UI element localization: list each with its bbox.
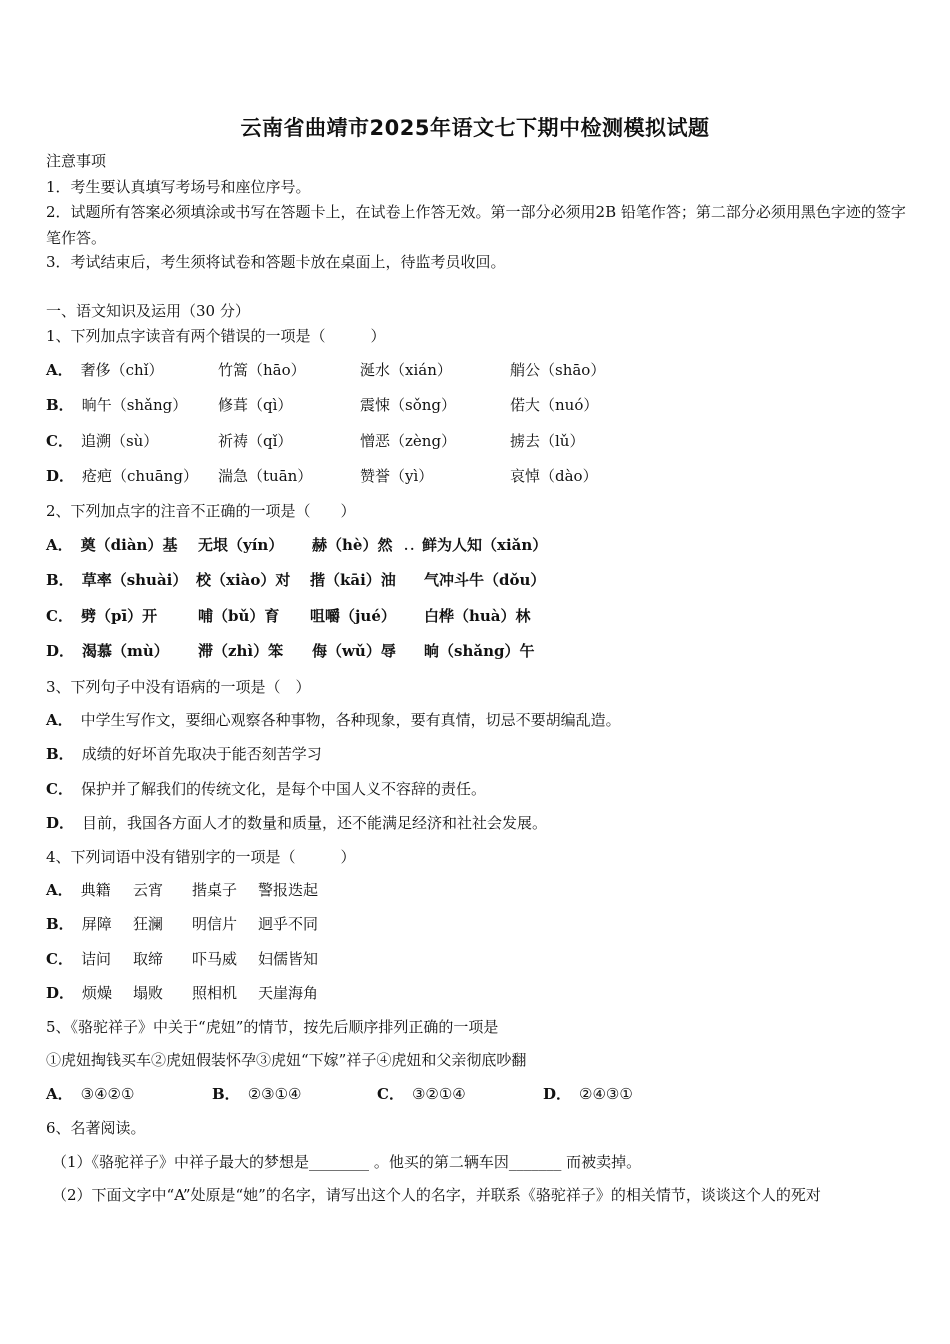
- list-item: 揩（kāi）油: [310, 571, 396, 589]
- section-heading: 一、语文知识及运用（30 分）: [46, 302, 250, 320]
- q2-stem: 2、下列加点字的注音不正确的一项是（ ）: [46, 502, 356, 520]
- list-item: 涎水（xián）: [360, 361, 452, 379]
- q5-option-a[interactable]: A． ③④②①: [46, 1085, 135, 1103]
- list-item: 修葺（qì）: [218, 396, 293, 414]
- q3-option-d[interactable]: D． 目前，我国各方面人才的数量和质量，还不能满足经济和社社会发展。: [46, 814, 548, 832]
- list-item: 掳去（lǔ）: [510, 432, 585, 450]
- page-title: 云南省曲靖市2025年语文七下期中检测模拟试题: [240, 116, 710, 140]
- q5-stem: 5、《骆驼祥子》中关于“虎妞”的情节，按先后顺序排列正确的一项是: [46, 1018, 499, 1036]
- list-item: 吓马威: [192, 950, 238, 968]
- list-item: 赫（hè）然: [312, 536, 393, 554]
- q3-option-b[interactable]: B． 成绩的好坏首先取决于能否刻苦学习: [46, 745, 322, 763]
- list-item: 狂澜: [133, 915, 164, 933]
- q2-option-c[interactable]: C． 劈（pī）开: [46, 607, 158, 625]
- q3-option-c[interactable]: C． 保护并了解我们的传统文化，是每个中国人义不容辞的责任。: [46, 780, 486, 798]
- list-item: 天崖海角: [258, 984, 319, 1002]
- list-item: 竹篙（hāo）: [218, 361, 306, 379]
- list-item: 憎恶（zèng）: [360, 432, 457, 450]
- list-item: 校（xiào）对: [196, 571, 291, 589]
- list-item: 哺（bǔ）育: [198, 607, 280, 625]
- q3-option-a[interactable]: A． 中学生写作文，要细心观察各种事物，各种现象，要有真情，切忌不要胡编乱造。: [46, 711, 621, 729]
- notice-item-2: 2．试题所有答案必须填涂或书写在答题卡上，在试卷上作答无效。第一部分必须用2B 铅笔作答；第二部分必须用黑色字迹的签字笔作答。: [46, 203, 906, 247]
- list-item: 白桦（huà）林: [424, 607, 531, 625]
- list-item: 迥乎不同: [258, 915, 319, 933]
- q4-option-d[interactable]: D． 烦燥: [46, 984, 113, 1002]
- q2-option-d[interactable]: D． 渴慕（mù）: [46, 642, 169, 660]
- notice-item-1: 1．考生要认真填写考场号和座位序号。: [46, 178, 311, 196]
- list-item: 晌（shǎng）午: [424, 642, 535, 660]
- list-item: 明信片: [192, 915, 238, 933]
- q1-option-d[interactable]: D． 疮疤（chuāng）: [46, 467, 198, 485]
- list-item: 哀悼（dào）: [510, 467, 598, 485]
- list-item: 取缔: [133, 950, 164, 968]
- list-item: 妇儒皆知: [258, 950, 319, 968]
- q5-option-d[interactable]: D． ②④③①: [543, 1085, 633, 1103]
- q4-option-c[interactable]: C． 诘问: [46, 950, 111, 968]
- list-item: 气冲斗牛（dǒu）: [424, 571, 546, 589]
- list-item: 警报迭起: [258, 881, 319, 899]
- q3-stem: 3、下列句子中没有语病的一项是（ ）: [46, 678, 311, 696]
- q6-sub2: （2）下面文字中“A”处原是“她”的名字，请写出这个人的名字，并联系《骆驼祥子》的相关情节，谈谈这个人的死对: [52, 1186, 821, 1204]
- q4-option-b[interactable]: B． 屏障: [46, 915, 112, 933]
- list-item: 震悚（sǒng）: [360, 396, 456, 414]
- list-item: 塌败: [133, 984, 164, 1002]
- q5-sequence: ①虎妞掏钱买车②虎妞假装怀孕③虎妞“下嫁”祥子④虎妞和父亲彻底吵翻: [46, 1051, 527, 1069]
- q1-stem: 1、下列加点字读音有两个错误的一项是（ ）: [46, 327, 386, 345]
- list-item: 无垠（yín）: [198, 536, 284, 554]
- list-item: 咀嚼（jué）: [310, 607, 396, 625]
- q1-option-a[interactable]: A． 奢侈（chǐ）: [46, 361, 164, 379]
- list-item: 鲜为人知（xiǎn）: [422, 536, 548, 554]
- list-item: 云宵: [133, 881, 164, 899]
- list-item: 祈祷（qǐ）: [218, 432, 293, 450]
- list-item: 滞（zhì）笨: [198, 642, 284, 660]
- list-item: 湍急（tuān）: [218, 467, 313, 485]
- emphasis-dots: ··: [404, 542, 417, 556]
- q4-stem: 4、下列词语中没有错别字的一项是（ ）: [46, 848, 356, 866]
- q1-option-c[interactable]: C． 追溯（sù）: [46, 432, 159, 450]
- list-item: 照相机: [192, 984, 238, 1002]
- list-item: 艄公（shāo）: [510, 361, 606, 379]
- q1-option-b[interactable]: B． 晌午（shǎng）: [46, 396, 188, 414]
- list-item: 赞誉（yì）: [360, 467, 434, 485]
- q4-option-a[interactable]: A． 典籍: [46, 881, 111, 899]
- q6-sub1: （1）《骆驼祥子》中祥子最大的梦想是________ 。他买的第二辆车因_______ 而被卖掉。: [52, 1153, 642, 1171]
- q5-option-b[interactable]: B． ②③①④: [212, 1085, 302, 1103]
- q2-option-a[interactable]: A． 奠（diàn）基: [46, 536, 178, 554]
- notice-item-3: 3．考试结束后，考生须将试卷和答题卡放在桌面上，待监考员收回。: [46, 253, 506, 271]
- list-item: 侮（wǔ）辱: [312, 642, 396, 660]
- q2-option-b[interactable]: B． 草率（shuài）: [46, 571, 188, 589]
- list-item: 揩桌子: [192, 881, 238, 899]
- notice-heading: 注意事项: [46, 152, 107, 170]
- q5-option-c[interactable]: C． ③②①④: [377, 1085, 466, 1103]
- q6-stem: 6、名著阅读。: [46, 1119, 146, 1137]
- list-item: 偌大（nuó）: [510, 396, 599, 414]
